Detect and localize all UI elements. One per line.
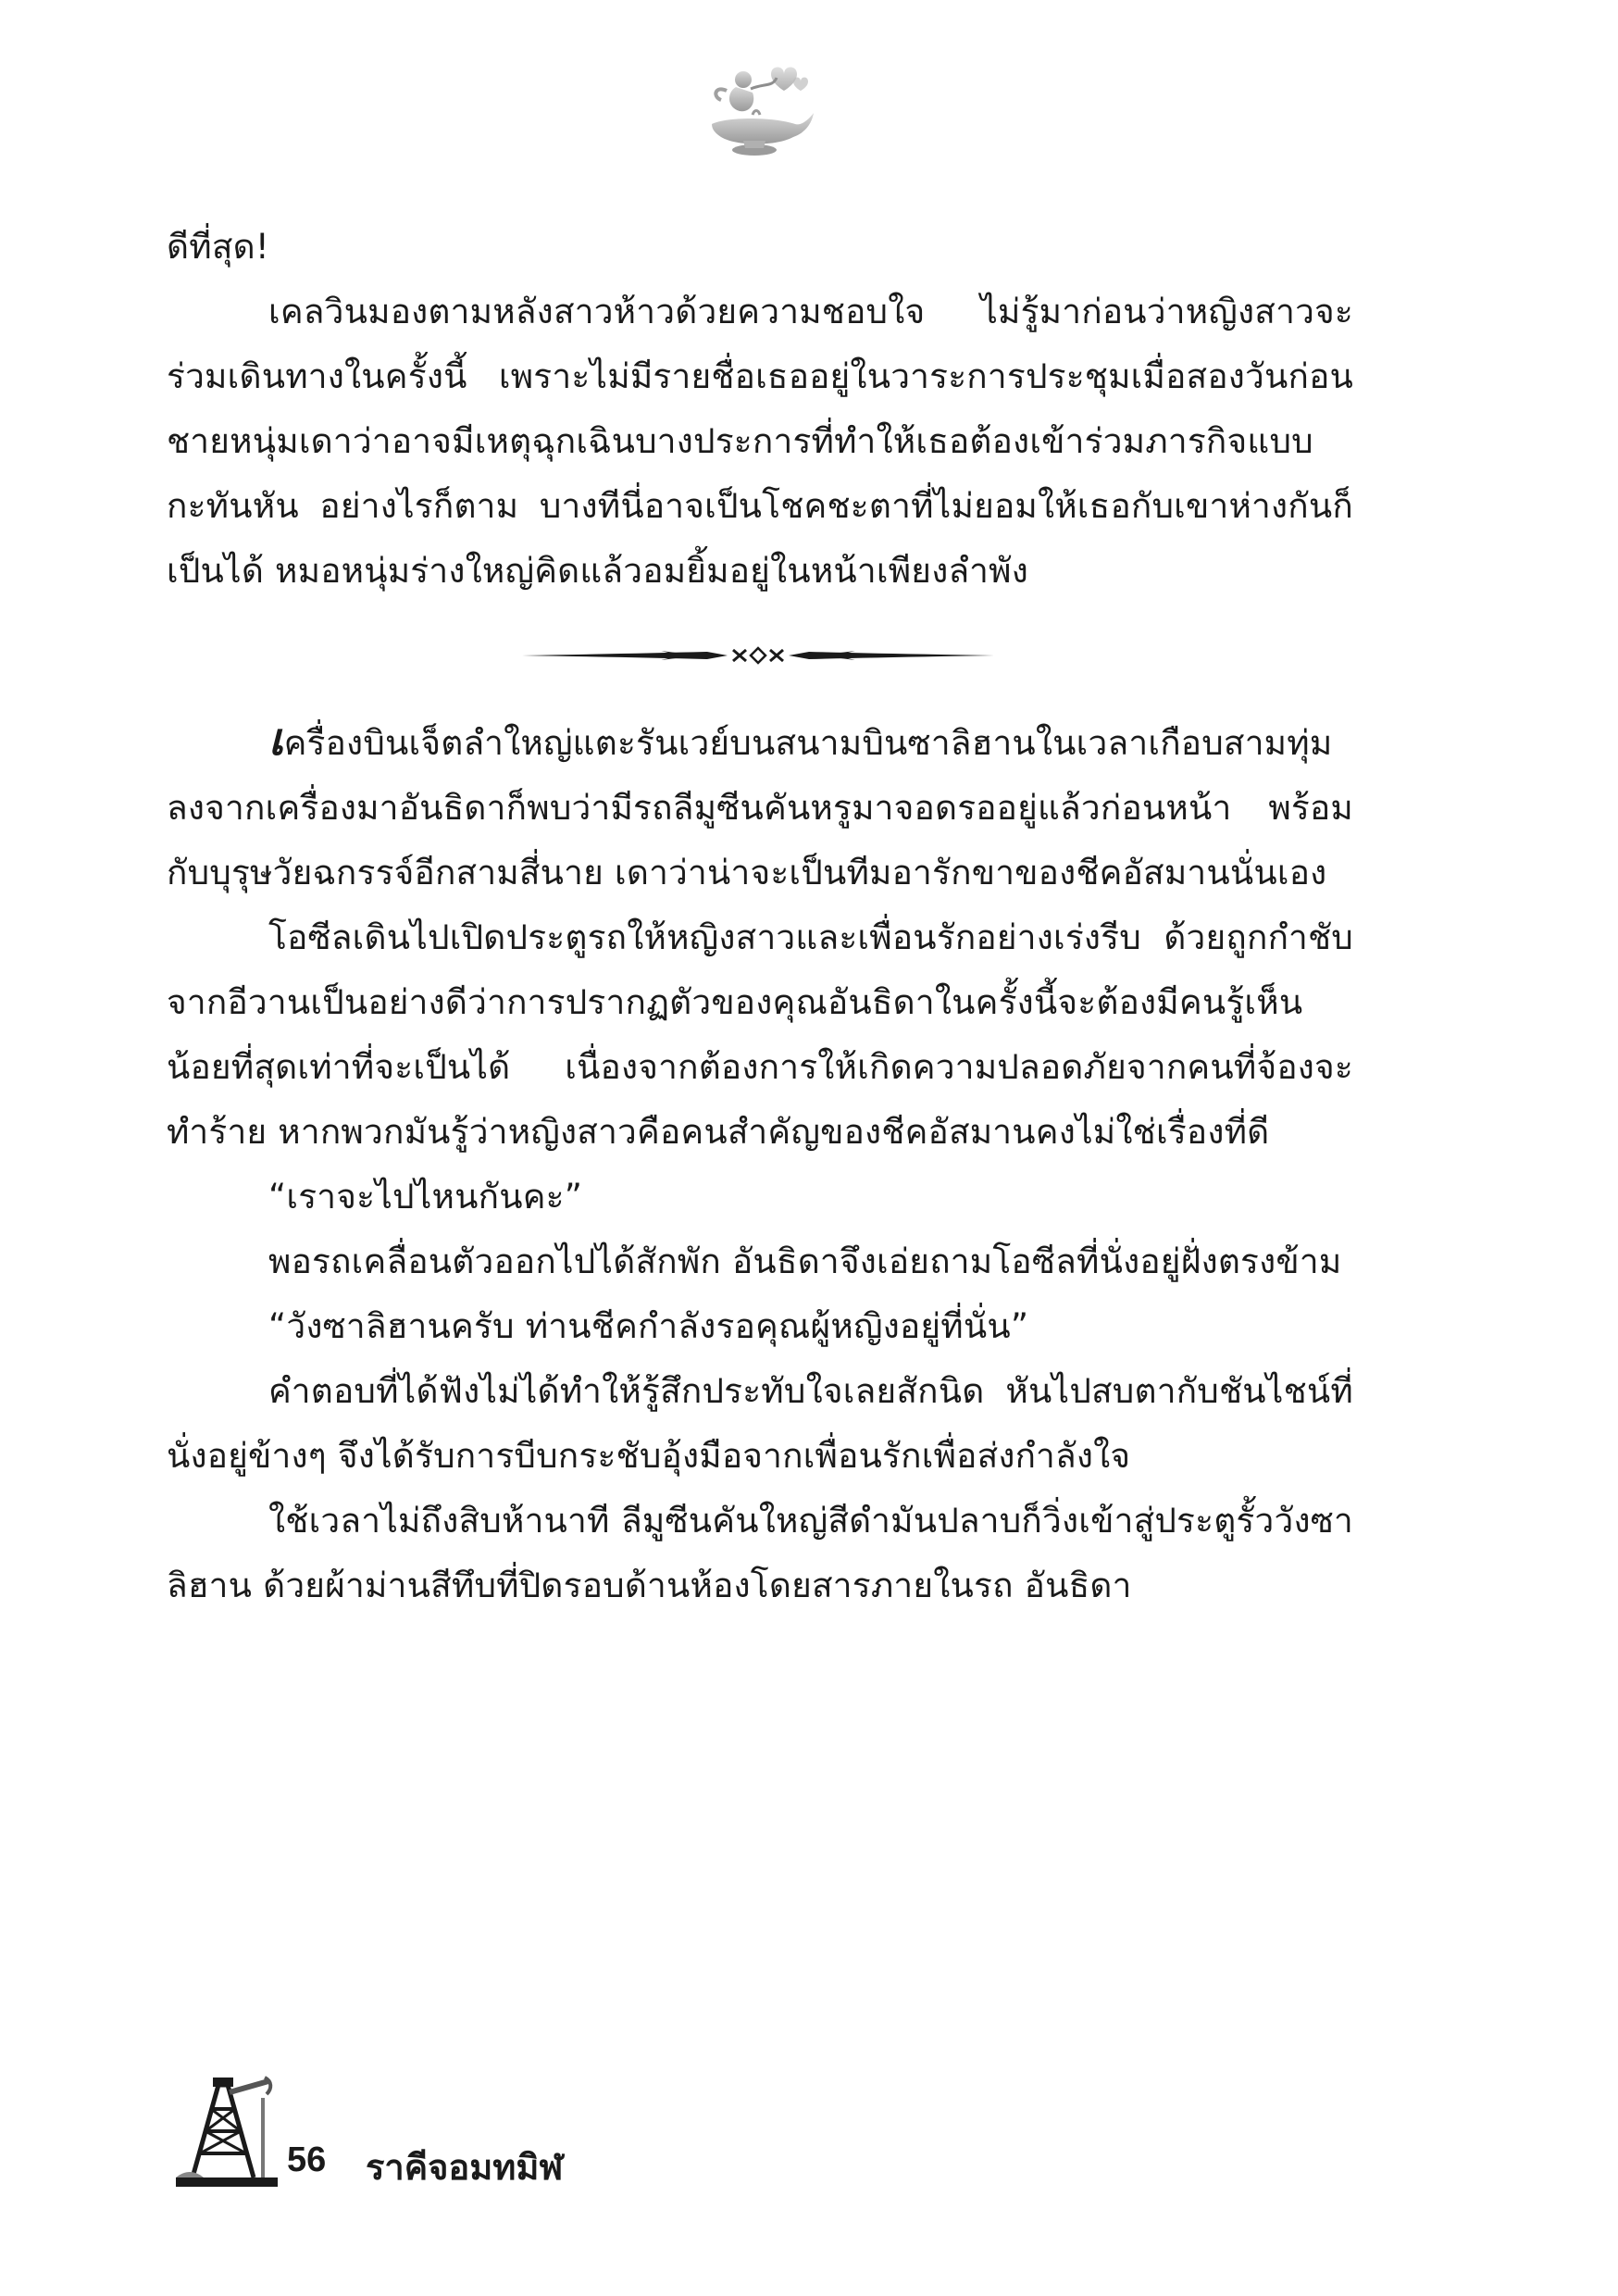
text-column [167, 215, 1353, 1618]
page-footer [176, 2074, 1009, 2213]
paragraph: ดีที่สุด! [167, 227, 269, 267]
paragraph: ใช้เวลาไม่ถึงสิบห้านาที ลีมูซีนคันใหญ่สีดำมันปลาบก็วิ่งเข้าสู่ประตูรั้ววังซาลิฮาน ด้วยผ้าม่านสีทึบที่ปิดรอบด้านห้องโดยสารภายในรถ อันธิดา [167, 1501, 1353, 1605]
dialogue-line: “วังซาลิฮานครับ ท่านชีคกำลังรอคุณผู้หญิงอยู่ที่นั่น” [268, 1306, 1029, 1346]
book-title: ราคีจอมทมิฬ [366, 2147, 564, 2188]
paragraph-text: ครื่องบินเจ็ตลำใหญ่แตะรันเวย์บนสนามบินซาลิฮานในเวลาเกือบสามทุ่ม ลงจากเครื่องมาอันธิดาก็พบว่ามีรถลีมูซีนคันหรูมาจอดรออยู่แล้วก่อนหน้า พร้อมกับบุรุษวัยฉกรรจ์อีกสามสี่นาย เดาว่าน่าจะเป็นทีมอารักขาของชีคอัสมานนั่นเอง [167, 723, 1353, 892]
section-divider [167, 604, 1353, 707]
decorative-divider-icon [522, 643, 994, 668]
paragraph: โอซีลเดินไปเปิดประตูรถให้หญิงสาวและเพื่อนรักอย่างเร่งรีบ ด้วยถูกกำชับจากอีวานเป็นอย่างดีว่าการปรากฏตัวของคุณอันธิดาในครั้งนี้จะต้องมีคนรู้เห็นน้อยที่สุดเท่าที่จะเป็นได้ เนื่องจากต้องการให้เกิดความปลอดภัยจากคนที่จ้องจะทำร้าย หากพวกมันรู้ว่าหญิงสาวคือคนสำคัญของชีคอัสมานคงไม่ใช่เรื่องที่ดี [167, 917, 1353, 1152]
dialogue-line: “เราจะไปไหนกันคะ” [268, 1177, 583, 1217]
drop-cap: เ [268, 714, 284, 766]
paragraph: พอรถเคลื่อนตัวออกไปได้สักพัก อันธิดาจึงเอ่ยถามโอซีลที่นั่งอยู่ฝั่งตรงข้าม [268, 1242, 1342, 1281]
paragraph: เคลวินมองตามหลังสาวห้าวด้วยความชอบใจ ไม่รู้มาก่อนว่าหญิงสาวจะร่วมเดินทางในครั้งนี้ เพราะไม่มีรายชื่อเธออยู่ในวาระการประชุมเมื่อสองวันก่อน ชายหนุ่มเดาว่าอาจมีเหตุฉุกเฉินบางประการที่ทำให้เธอต้องเข้าร่วมภารกิจแบบกะทันหัน อย่างไรก็ตาม บางทีนี่อาจเป็นโชคชะตาที่ไม่ยอมให้เธอกับเขาห่างกันก็เป็นได้ หมอหนุ่มร่างใหญ่คิดแล้วอมยิ้มอยู่ในหน้าเพียงลำพัง [167, 292, 1353, 591]
paragraph: คำตอบที่ได้ฟังไม่ได้ทำให้รู้สึกประทับใจเลยสักนิด หันไปสบตากับชันไชน์ที่นั่งอยู่ข้างๆ จึงได้รับการบีบกระชับอุ้งมือจากเพื่อนรักเพื่อส่งกำลังใจ [167, 1371, 1353, 1476]
page-number: 56 [287, 2140, 327, 2179]
oil-derrick-icon [176, 2074, 278, 2187]
cupid-lamp-ornament-icon [699, 56, 819, 167]
paragraph [167, 707, 1353, 905]
